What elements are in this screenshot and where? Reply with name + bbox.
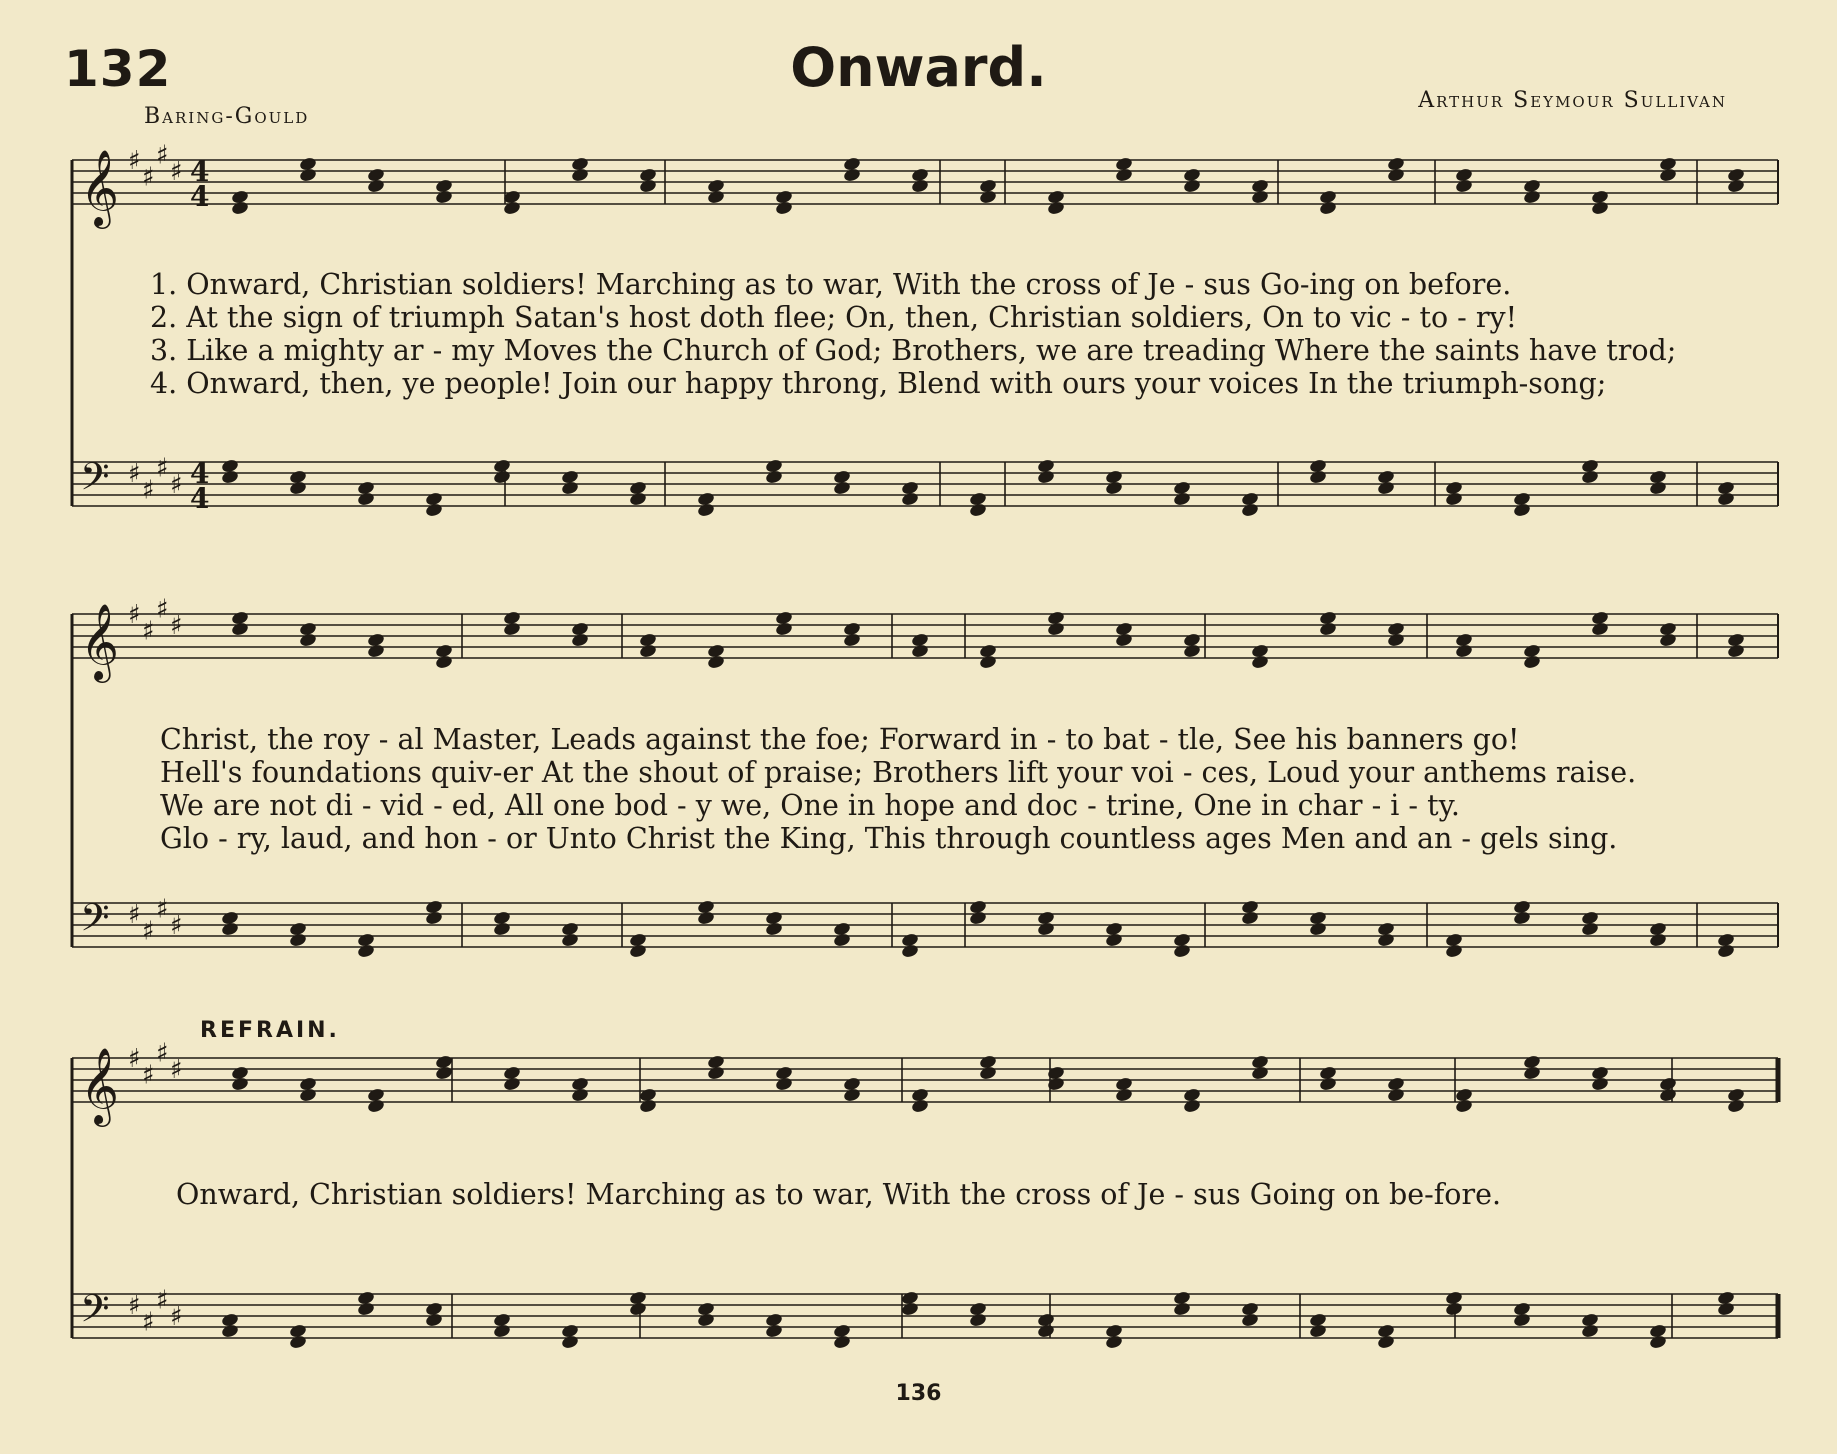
note-head [571, 632, 590, 648]
note-head [1649, 1334, 1668, 1350]
note-head [1523, 654, 1542, 670]
note-head [289, 932, 308, 948]
note-head [1309, 921, 1328, 937]
note-head [425, 1312, 444, 1328]
note-head [571, 167, 590, 183]
note-head [299, 632, 318, 648]
note-head [561, 932, 580, 948]
note-head [833, 932, 852, 948]
note-head [1513, 1312, 1532, 1328]
note-head [1591, 1076, 1610, 1092]
note-head [1581, 469, 1600, 485]
note-head [1727, 178, 1746, 194]
sharp-icon: ♯ [142, 916, 155, 947]
note-head [707, 189, 726, 205]
note-head [1115, 632, 1134, 648]
sharp-icon: ♯ [142, 162, 155, 193]
treble-clef-icon: 𝄞 [80, 1047, 120, 1124]
note-head [775, 621, 794, 637]
sharp-icon: ♯ [170, 611, 183, 641]
note-head [1659, 167, 1678, 183]
sharp-icon: ♯ [156, 453, 169, 484]
note-head [367, 1098, 386, 1114]
hymn-number: 132 [64, 40, 172, 98]
note-head [843, 632, 862, 648]
note-head [357, 491, 376, 507]
note-head [911, 643, 930, 659]
note-head [357, 1301, 376, 1317]
note-head [1047, 200, 1066, 216]
note-head [367, 178, 386, 194]
note-head [1037, 921, 1056, 937]
verse-line: Christ, the roy - al Master, Leads against the foe; Forward in - to bat - tle, See his banners go! [160, 723, 1520, 756]
note-head [969, 910, 988, 926]
sharp-icon: ♯ [128, 146, 141, 176]
note-head [221, 469, 240, 485]
refrain-lyric-line: Onward, Christian soldiers! Marching as to war, With the cross of Je - sus Going on be-fore. [176, 1178, 1502, 1211]
note-head [1727, 1098, 1746, 1114]
note-head [901, 1301, 920, 1317]
note-head [843, 1087, 862, 1103]
note-head [1251, 189, 1270, 205]
note-head [1581, 1323, 1600, 1339]
page-number: 136 [895, 1381, 942, 1406]
note-head [1523, 1065, 1542, 1081]
sharp-icon: ♯ [128, 459, 141, 489]
note-head [357, 943, 376, 959]
note-head [1377, 1334, 1396, 1350]
treble-clef-icon: 𝄞 [80, 149, 120, 226]
note-head [629, 1301, 648, 1317]
sharp-icon: ♯ [142, 475, 155, 506]
sharp-icon: ♯ [170, 470, 183, 500]
note-head [911, 178, 930, 194]
note-head [561, 480, 580, 496]
note-head [1173, 491, 1192, 507]
note-head [1591, 200, 1610, 216]
note-head [833, 1334, 852, 1350]
note-head [561, 1334, 580, 1350]
note-head [1251, 1065, 1270, 1081]
time-signature-top: 4 [190, 457, 210, 490]
note-head [1591, 621, 1610, 637]
sharp-icon: ♯ [142, 616, 155, 647]
note-head [775, 200, 794, 216]
note-head [299, 1087, 318, 1103]
note-head [1445, 943, 1464, 959]
note-head [1659, 632, 1678, 648]
note-head [503, 1076, 522, 1092]
sharp-icon: ♯ [156, 140, 169, 171]
sharp-icon: ♯ [170, 911, 183, 941]
note-head [1455, 1098, 1474, 1114]
note-head [629, 943, 648, 959]
note-head [231, 200, 250, 216]
sharp-icon: ♯ [128, 1291, 141, 1321]
note-head [435, 189, 454, 205]
note-head [1659, 1087, 1678, 1103]
note-head [979, 654, 998, 670]
note-head [493, 921, 512, 937]
hymn-title: Onward. [790, 36, 1047, 99]
note-head [367, 643, 386, 659]
note-head [1115, 1087, 1134, 1103]
note-head [901, 491, 920, 507]
note-head [1319, 200, 1338, 216]
note-head [629, 491, 648, 507]
time-signature-top: 4 [190, 155, 210, 188]
sharp-icon: ♯ [156, 594, 169, 625]
note-head [1717, 943, 1736, 959]
note-head [289, 1334, 308, 1350]
bass-clef-icon: 𝄢 [80, 454, 110, 508]
bass-clef-icon: 𝄢 [80, 895, 110, 949]
note-head [1173, 943, 1192, 959]
sharp-icon: ♯ [128, 1044, 141, 1074]
note-head [765, 1323, 784, 1339]
sharp-icon: ♯ [128, 900, 141, 930]
note-head [1513, 910, 1532, 926]
note-head [1037, 1323, 1056, 1339]
note-head [765, 921, 784, 937]
note-head [1455, 643, 1474, 659]
note-head [1319, 1076, 1338, 1092]
sharp-icon: ♯ [156, 1285, 169, 1316]
note-head [775, 1076, 794, 1092]
note-head [979, 1065, 998, 1081]
note-head [1183, 178, 1202, 194]
note-head [1523, 189, 1542, 205]
sharp-icon: ♯ [142, 1060, 155, 1091]
sharp-icon: ♯ [142, 1307, 155, 1338]
note-head [221, 921, 240, 937]
words-credit: Baring-Gould [144, 104, 310, 129]
note-head [1173, 1301, 1192, 1317]
sharp-icon: ♯ [156, 894, 169, 925]
note-head [435, 654, 454, 670]
note-head [979, 189, 998, 205]
note-head [503, 621, 522, 637]
verse-line: 4. Onward, then, ye people! Join our happy throng, Blend with ours your voices In the triumph-song; [150, 367, 1607, 400]
time-signature-bottom: 4 [190, 180, 210, 213]
verse-line: 2. At the sign of triumph Satan's host doth flee; On, then, Christian soldiers, On to vic - to - ry! [150, 301, 1518, 334]
note-head [639, 643, 658, 659]
note-head [1387, 632, 1406, 648]
note-head [1377, 932, 1396, 948]
note-head [697, 1312, 716, 1328]
verse-line: Glo - ry, laud, and hon - or Unto Christ the King, This through countless ages Men and an - gels sing. [160, 822, 1618, 855]
note-head [289, 480, 308, 496]
note-head [1445, 491, 1464, 507]
note-head [435, 1065, 454, 1081]
note-head [1251, 654, 1270, 670]
sharp-icon: ♯ [170, 1302, 183, 1332]
note-head [765, 469, 784, 485]
note-head [1241, 910, 1260, 926]
sharp-icon: ♯ [156, 1038, 169, 1069]
note-head [1455, 178, 1474, 194]
note-head [707, 1065, 726, 1081]
note-head [639, 1098, 658, 1114]
note-head [493, 1323, 512, 1339]
refrain-label: REFRAIN. [200, 1018, 340, 1043]
note-head [1649, 932, 1668, 948]
note-head [1445, 1301, 1464, 1317]
note-head [1513, 502, 1532, 518]
note-head [911, 1098, 930, 1114]
verse-line: Hell's foundations quiv-er At the shout of praise; Brothers lift your voi - ces, Loud your anthems raise. [160, 756, 1637, 789]
note-head [1387, 167, 1406, 183]
note-head [1581, 921, 1600, 937]
note-head [833, 480, 852, 496]
note-head [697, 502, 716, 518]
note-head [639, 178, 658, 194]
note-head [901, 943, 920, 959]
note-head [1105, 1334, 1124, 1350]
note-head [1037, 469, 1056, 485]
note-head [1115, 167, 1134, 183]
treble-clef-icon: 𝄞 [80, 603, 120, 680]
note-head [1377, 480, 1396, 496]
verse-line: 1. Onward, Christian soldiers! Marching as to war, With the cross of Je - sus Go-ing on before. [150, 268, 1512, 301]
note-head [1309, 1323, 1328, 1339]
note-head [493, 469, 512, 485]
note-head [1387, 1087, 1406, 1103]
note-head [1241, 1312, 1260, 1328]
note-head [1105, 480, 1124, 496]
music-credit: Arthur Seymour Sullivan [1418, 88, 1727, 113]
time-signature-bottom: 4 [190, 482, 210, 515]
note-head [1105, 932, 1124, 948]
note-head [425, 910, 444, 926]
note-head [1183, 643, 1202, 659]
note-head [1241, 502, 1260, 518]
verse-line: 3. Like a mighty ar - my Moves the Church of God; Brothers, we are treading Where the saints have trod; [150, 334, 1677, 367]
note-head [231, 1076, 250, 1092]
note-head [843, 167, 862, 183]
note-head [1047, 621, 1066, 637]
note-head [969, 502, 988, 518]
bass-clef-icon: 𝄢 [80, 1286, 110, 1340]
verse-line: We are not di - vid - ed, All one bod - y we, One in hope and doc - trine, One in char - i - ty. [160, 789, 1460, 822]
sharp-icon: ♯ [170, 1055, 183, 1085]
note-head [1717, 1301, 1736, 1317]
note-head [231, 621, 250, 637]
note-head [1649, 480, 1668, 496]
note-head [1183, 1098, 1202, 1114]
note-head [221, 1323, 240, 1339]
note-head [1309, 469, 1328, 485]
note-head [969, 1312, 988, 1328]
note-head [425, 502, 444, 518]
note-head [1717, 491, 1736, 507]
note-head [299, 167, 318, 183]
note-head [707, 654, 726, 670]
note-head [1727, 643, 1746, 659]
note-head [571, 1087, 590, 1103]
sharp-icon: ♯ [128, 600, 141, 630]
note-head [1319, 621, 1338, 637]
sharp-icon: ♯ [170, 157, 183, 187]
note-head [697, 910, 716, 926]
